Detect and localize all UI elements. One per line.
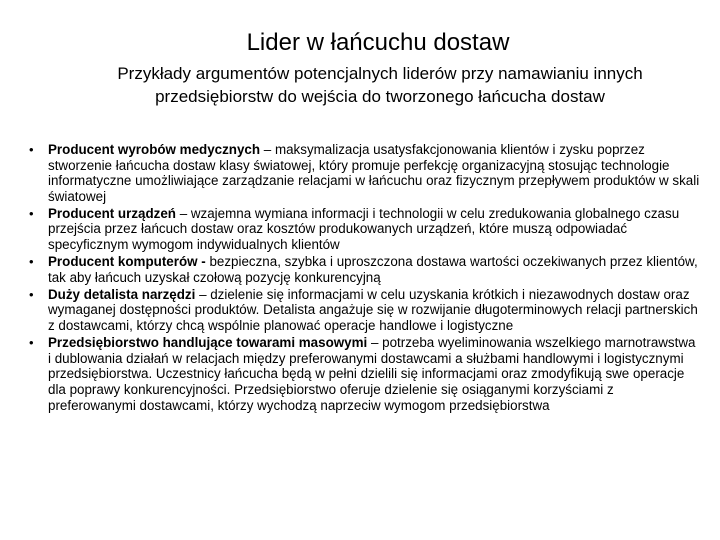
bullet-item-tool-retailer [22, 287, 702, 334]
bullet-lead: Producent wyrobów medycznych [48, 142, 261, 157]
bullet-icon: • [29, 286, 34, 302]
slide-title: Lider w łańcuchu dostaw [246, 29, 510, 56]
bullet-item-computer-producer [22, 254, 702, 285]
bullet-list [22, 142, 702, 415]
bullet-icon: • [29, 335, 34, 351]
bullet-text: – potrzeba wyeliminowania wszelkiego marnotrawstwa i dublowania działań w relacjach między preferowanymi dostawcami a służbami handlowymi i logistycznymi przedsiębiorstwa. Uczestnicy łańcucha będą w pełni dzielili się informacjami oraz zmodyfikują swe operacje dla poprawy konkurencyjności. Przedsiębiorstwo oferuje dzielenie się osiąganymi korzyściami z preferowanymi dostawcami, którzy wychodzą naprzeciw wymogom przedsiębiorstwa [48, 335, 696, 413]
bullet-lead: Przedsiębiorstwo handlujące towarami masowymi [48, 335, 368, 351]
slide-subtitle: Przykłady argumentów potencjalnych liderów przy namawianiu innych przedsiębiorstw do wejścia do tworzonego łańcucha dostaw [117, 64, 643, 106]
bullet-lead: Duży detalista narzędzi [48, 286, 196, 302]
bullet-icon: • [29, 254, 34, 270]
bullet-text: bezpieczna, szybka i uproszczona dostawa wartości oczekiwanych przez klientów, tak aby łańcuch uzyskał czołową pozycję konkurencyjną [48, 254, 698, 285]
bullet-item-medical-producer [22, 142, 702, 204]
bullet-text: – dzielenie się informacjami w celu uzyskania krótkich i niezawodnych dostaw oraz wymaganej dostępności produktów. Detalista angażuje się w rozwijanie długoterminowych relacji partnerskich z dostawcami, którzy chcą wspólnie planować operacje handlowe i logistyczne [48, 286, 698, 334]
bullet-text: – maksymalizacja usatysfakcjonowania klientów i zysku poprzez stworzenie łańcucha dostaw klasy światowej, który promuje perfekcję organizacyjną stosując technologie informatyczne umożliwiające zarządzanie relacjami w łańcuchu oraz fizycznym przepływem produktów w skali światowej [48, 142, 700, 204]
bullet-lead: Producent komputerów - [48, 254, 206, 270]
bullet-item-mass-goods-trader [22, 335, 702, 413]
bullet-text: – wzajemna wymiana informacji i technologii w celu zredukowania globalnego czasu przejścia przez łańcuch dostaw oraz kosztów produkowanych urządzeń, które muszą odpowiadać specyficznym wymogom indywidualnych klientów [48, 205, 680, 253]
bullet-icon: • [29, 142, 34, 157]
bullet-icon: • [29, 205, 34, 221]
bullet-lead: Producent urządzeń [48, 205, 176, 221]
bullet-item-device-producer [22, 206, 702, 253]
